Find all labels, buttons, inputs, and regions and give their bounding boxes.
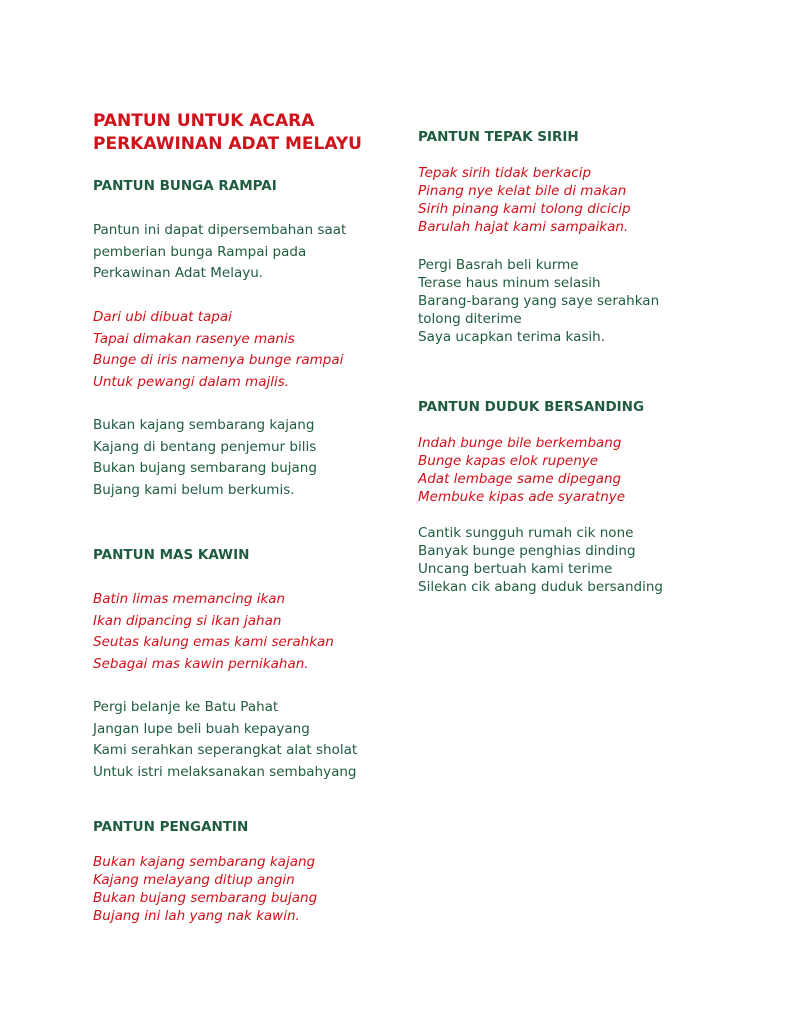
verse-line: Adat lembage same dipegang <box>418 471 622 487</box>
verse-line: Bukan bujang sembarang bujang <box>93 460 317 477</box>
tepak-sirih-stanza-2 <box>418 256 659 346</box>
verse-line: Untuk istri melaksanakan sembahyang <box>93 764 357 781</box>
text-line: Pantun ini dapat dipersembahan saat <box>93 222 347 238</box>
duduk-bersanding-stanza-2 <box>418 524 663 596</box>
bunga-rampai-stanza-2 <box>93 415 317 502</box>
verse-line: Ikan dipancing si ikan jahan <box>93 612 282 629</box>
verse-line: Bukan kajang sembarang kajang <box>93 417 315 433</box>
verse-line: Tepak sirih tidak berkacip <box>418 165 592 181</box>
verse-line: Uncang bertuah kami terime <box>418 561 613 577</box>
title-line-1: PANTUN UNTUK ACARA <box>93 111 315 131</box>
verse-line: Bukan bujang sembarang bujang <box>93 890 318 906</box>
heading-mas-kawin: PANTUN MAS KAWIN <box>93 547 250 563</box>
verse-line: Indah bunge bile berkembang <box>418 435 622 451</box>
text-line: pemberian bunga Rampai pada <box>93 243 307 260</box>
verse-line: Saya ucapkan terima kasih. <box>418 329 606 345</box>
tepak-sirih-stanza-1 <box>418 164 631 236</box>
verse-line: Pergi belanje ke Batu Pahat <box>93 699 279 715</box>
verse-line: Bunge di iris namenya bunge rampai <box>93 352 344 369</box>
title-line-2: PERKAWINAN ADAT MELAYU <box>93 134 362 154</box>
verse-line: Batin limas memancing ikan <box>93 591 286 607</box>
bunga-rampai-stanza-1 <box>93 307 343 394</box>
verse-line: Banyak bunge penghias dinding <box>418 543 636 559</box>
verse-line: Bukan kajang sembarang kajang <box>93 854 316 870</box>
verse-line: Jangan lupe beli buah kepayang <box>93 720 310 737</box>
verse-line: Dari ubi dibuat tapai <box>93 309 232 325</box>
verse-line: Kami serahkan seperangkat alat sholat <box>93 742 358 759</box>
verse-line: Pinang nye kelat bile di makan <box>418 183 627 199</box>
heading-pengantin: PANTUN PENGANTIN <box>93 819 249 835</box>
verse-line: Seutas kalung emas kami serahkan <box>93 634 334 651</box>
verse-line: Bunge kapas elok rupenye <box>418 453 599 469</box>
verse-line: Untuk pewangi dalam majlis. <box>93 374 290 391</box>
mas-kawin-stanza-1 <box>93 589 334 676</box>
verse-line: Membuke kipas ade syaratnye <box>418 489 626 505</box>
verse-line: Sebagai mas kawin pernikahan. <box>93 656 309 673</box>
duduk-bersanding-stanza-1 <box>418 434 625 506</box>
heading-duduk-bersanding: PANTUN DUDUK BERSANDING <box>418 399 645 415</box>
pengantin-stanza-1 <box>93 853 317 925</box>
verse-line: Pergi Basrah beli kurme <box>418 257 579 273</box>
bunga-rampai-intro <box>93 220 346 285</box>
mas-kawin-stanza-2 <box>93 697 357 784</box>
heading-tepak-sirih: PANTUN TEPAK SIRIH <box>418 129 579 145</box>
heading-bunga-rampai: PANTUN BUNGA RAMPAI <box>93 178 277 194</box>
verse-line: Bujang ini lah yang nak kawin. <box>93 908 300 924</box>
verse-line: Barang-barang yang saye serahkan <box>418 293 660 309</box>
document-title <box>93 110 362 156</box>
verse-line: Barulah hajat kami sampaikan. <box>418 219 629 235</box>
verse-line: Silekan cik abang duduk bersanding <box>418 579 663 595</box>
verse-line: Kajang di bentang penjemur bilis <box>93 438 317 455</box>
verse-line: Sirih pinang kami tolong dicicip <box>418 201 631 217</box>
verse-line: tolong diterime <box>418 311 522 327</box>
verse-line: Tapai dimakan rasenye manis <box>93 330 295 347</box>
verse-line: Bujang kami belum berkumis. <box>93 482 295 499</box>
verse-line: Kajang melayang ditiup angin <box>93 872 295 888</box>
verse-line: Cantik sungguh rumah cik none <box>418 525 634 541</box>
verse-line: Terase haus minum selasih <box>418 275 601 291</box>
text-line: Perkawinan Adat Melayu. <box>93 265 264 282</box>
